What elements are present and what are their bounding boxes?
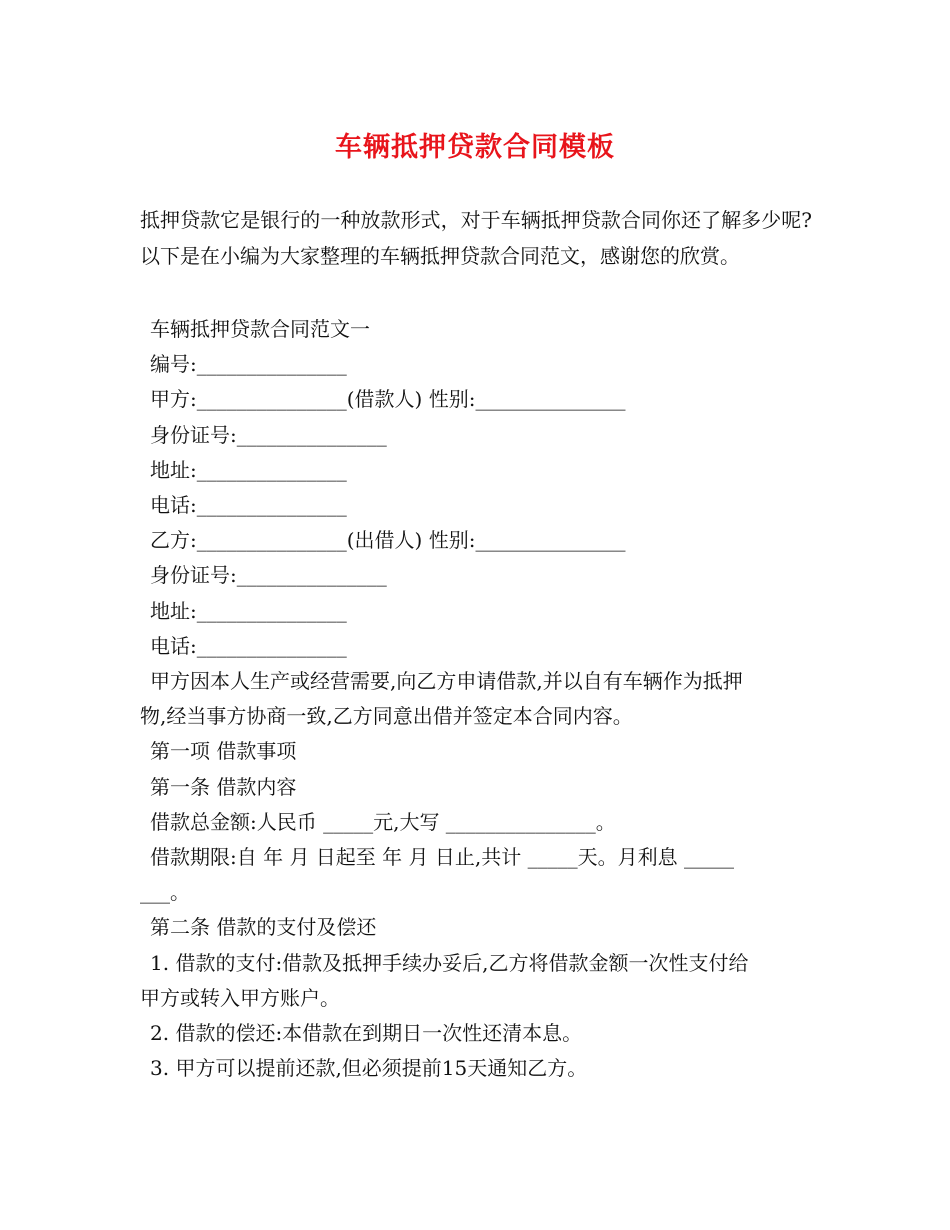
document-title: 车辆抵押贷款合同模板 — [335, 132, 615, 163]
purpose-paragraph-line2: 物,经当事方协商一致,乙方同意出借并签定本合同内容。 — [140, 704, 633, 729]
field-party-a-address: 地址:_______________ — [150, 457, 347, 482]
loan-term-line2: ___。 — [140, 880, 190, 905]
item-2: 2. 借款的偿还:本借款在到期日一次性还清本息。 — [150, 1021, 583, 1046]
item-1-line1: 1. 借款的支付:借款及抵押手续办妥后,乙方将借款金额一次性支付给 — [150, 950, 749, 975]
field-party-a-id: 身份证号:_______________ — [150, 422, 387, 447]
section-heading: 第一项 借款事项 — [150, 739, 297, 764]
field-party-b-address: 地址:_______________ — [150, 598, 347, 623]
field-party-b-phone: 电话:_______________ — [150, 633, 347, 658]
loan-term-line1: 借款期限:自 年 月 日起至 年 月 日止,共计 _____天。月利息 _____ — [150, 845, 734, 870]
field-number: 编号:_______________ — [150, 352, 347, 377]
item-3: 3. 甲方可以提前还款,但必须提前15天通知乙方。 — [150, 1056, 588, 1081]
contract-subtitle: 车辆抵押贷款合同范文一 — [150, 317, 370, 341]
article-2-heading: 第二条 借款的支付及偿还 — [150, 915, 377, 940]
field-party-a: 甲方:_______________(借款人) 性别:_______________ — [150, 387, 626, 412]
loan-amount-line: 借款总金额:人民币 _____元,大写 _______________。 — [150, 809, 616, 834]
field-party-a-phone: 电话:_______________ — [150, 493, 347, 518]
field-party-b: 乙方:_______________(出借人) 性别:_______________ — [150, 528, 626, 553]
contract-body — [140, 312, 812, 1086]
purpose-paragraph-line1: 甲方因本人生产或经营需要,向乙方申请借款,并以自有车辆作为抵押 — [150, 669, 743, 694]
article-1-heading: 第一条 借款内容 — [150, 774, 297, 799]
item-1-line2: 甲方或转入甲方账户。 — [140, 985, 340, 1010]
field-party-b-id: 身份证号:_______________ — [150, 563, 387, 588]
intro-paragraph: 抵押贷款它是银行的一种放款形式，对于车辆抵押贷款合同你还了解多少呢?以下是在小编为大家整理的车辆抵押贷款合同范文，感谢您的欣赏。 — [140, 208, 812, 268]
